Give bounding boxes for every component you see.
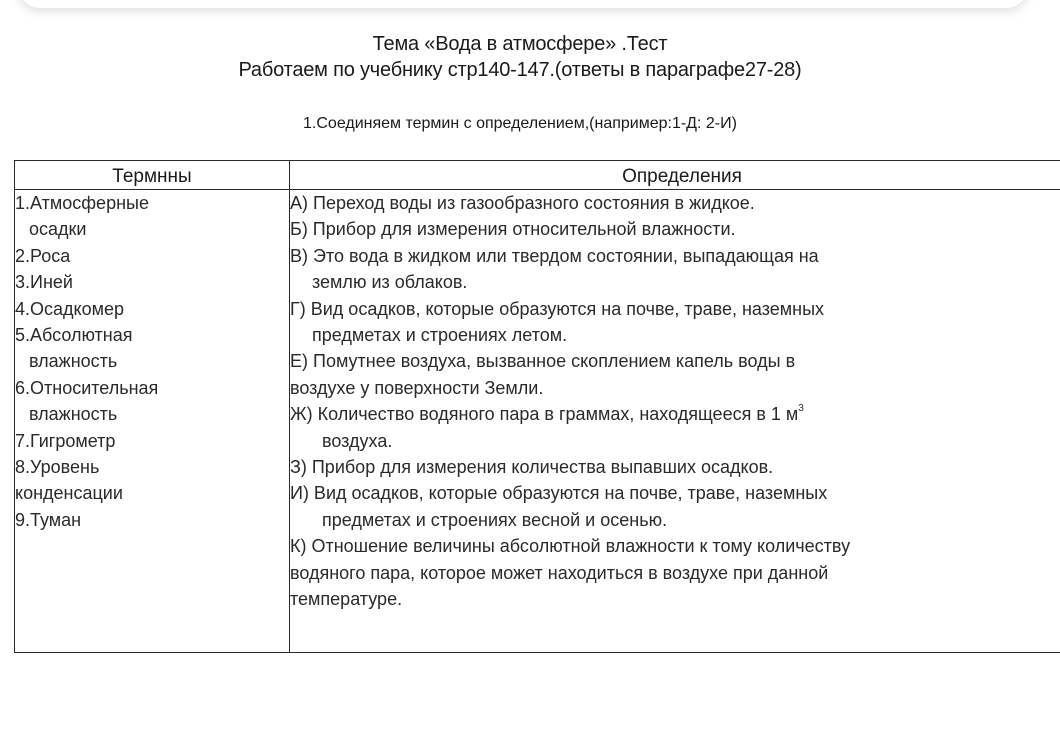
- term-item: 3.Иней: [15, 272, 73, 293]
- definition-line: водяного пара, которое может находиться в воздухе при данной: [290, 562, 829, 583]
- term-item: 1.Атмосферные: [15, 193, 149, 213]
- document-subtitle: Работаем по учебнику стр140-147.(ответы в параграфе27-28): [238, 59, 802, 81]
- definition-line: предметах и строениях весной и осенью.: [322, 509, 668, 530]
- definition-line: предметах и строениях летом.: [312, 325, 568, 346]
- term-item: 2.Роса: [15, 245, 71, 266]
- term-item: 6.Относительная: [15, 377, 159, 398]
- definition-line: Е) Помутнее воздуха, вызванное скоплением капель воды в: [290, 351, 796, 372]
- definition-line: З) Прибор для измерения количества выпавших осадков.: [290, 457, 774, 478]
- definition-line: К) Отношение величины абсолютной влажности к тому количеству: [290, 536, 851, 557]
- term-item: 7.Гигрометр: [15, 430, 116, 451]
- terms-table: [14, 160, 1060, 653]
- definitions-cell: [290, 190, 1060, 653]
- top-card-edge: [18, 0, 1028, 8]
- definition-line: воздухе у поверхности Земли.: [290, 377, 544, 398]
- definition-line: А) Переход воды из газообразного состояния в жидкое.: [290, 193, 755, 213]
- definition-line: воздуха.: [322, 430, 393, 451]
- term-item: 5.Абсолютная: [15, 325, 133, 346]
- cubic-superscript: 3: [798, 403, 804, 415]
- term-item: конденсации: [15, 483, 123, 504]
- term-item: 9.Туман: [15, 509, 82, 530]
- definition-line: Г) Вид осадков, которые образуются на почве, траве, наземных: [290, 298, 825, 319]
- term-item: влажность: [29, 404, 118, 425]
- table-header-row: [15, 161, 1060, 190]
- term-item: 4.Осадкомер: [15, 298, 125, 319]
- term-item: осадки: [29, 219, 87, 240]
- definition-line: И) Вид осадков, которые образуются на почве, траве, наземных: [290, 483, 828, 504]
- definitions-column-header: Определения: [290, 161, 1060, 190]
- definition-line: Б) Прибор для измерения относительной влажности.: [290, 219, 736, 240]
- task-instruction: 1.Соединяем термин с определением,(например:1-Д: 2-И): [303, 115, 737, 132]
- definition-text: Ж) Количество водяного пара в граммах, находящееся в 1 м: [290, 404, 799, 425]
- term-item: влажность: [29, 351, 118, 372]
- definition-line: температуре.: [290, 589, 403, 610]
- terms-cell: [15, 190, 290, 653]
- terms-column-header: Термнны: [15, 161, 290, 190]
- definition-line: [290, 401, 1060, 427]
- table-body-row: [15, 190, 1060, 653]
- definition-line: В) Это вода в жидком или твердом состоянии, выпадающая на: [290, 245, 819, 266]
- term-item: 8.Уровень: [15, 457, 100, 478]
- definition-line: землю из облаков.: [312, 272, 468, 293]
- document-title: Тема «Вода в атмосфере» .Тест: [372, 33, 668, 55]
